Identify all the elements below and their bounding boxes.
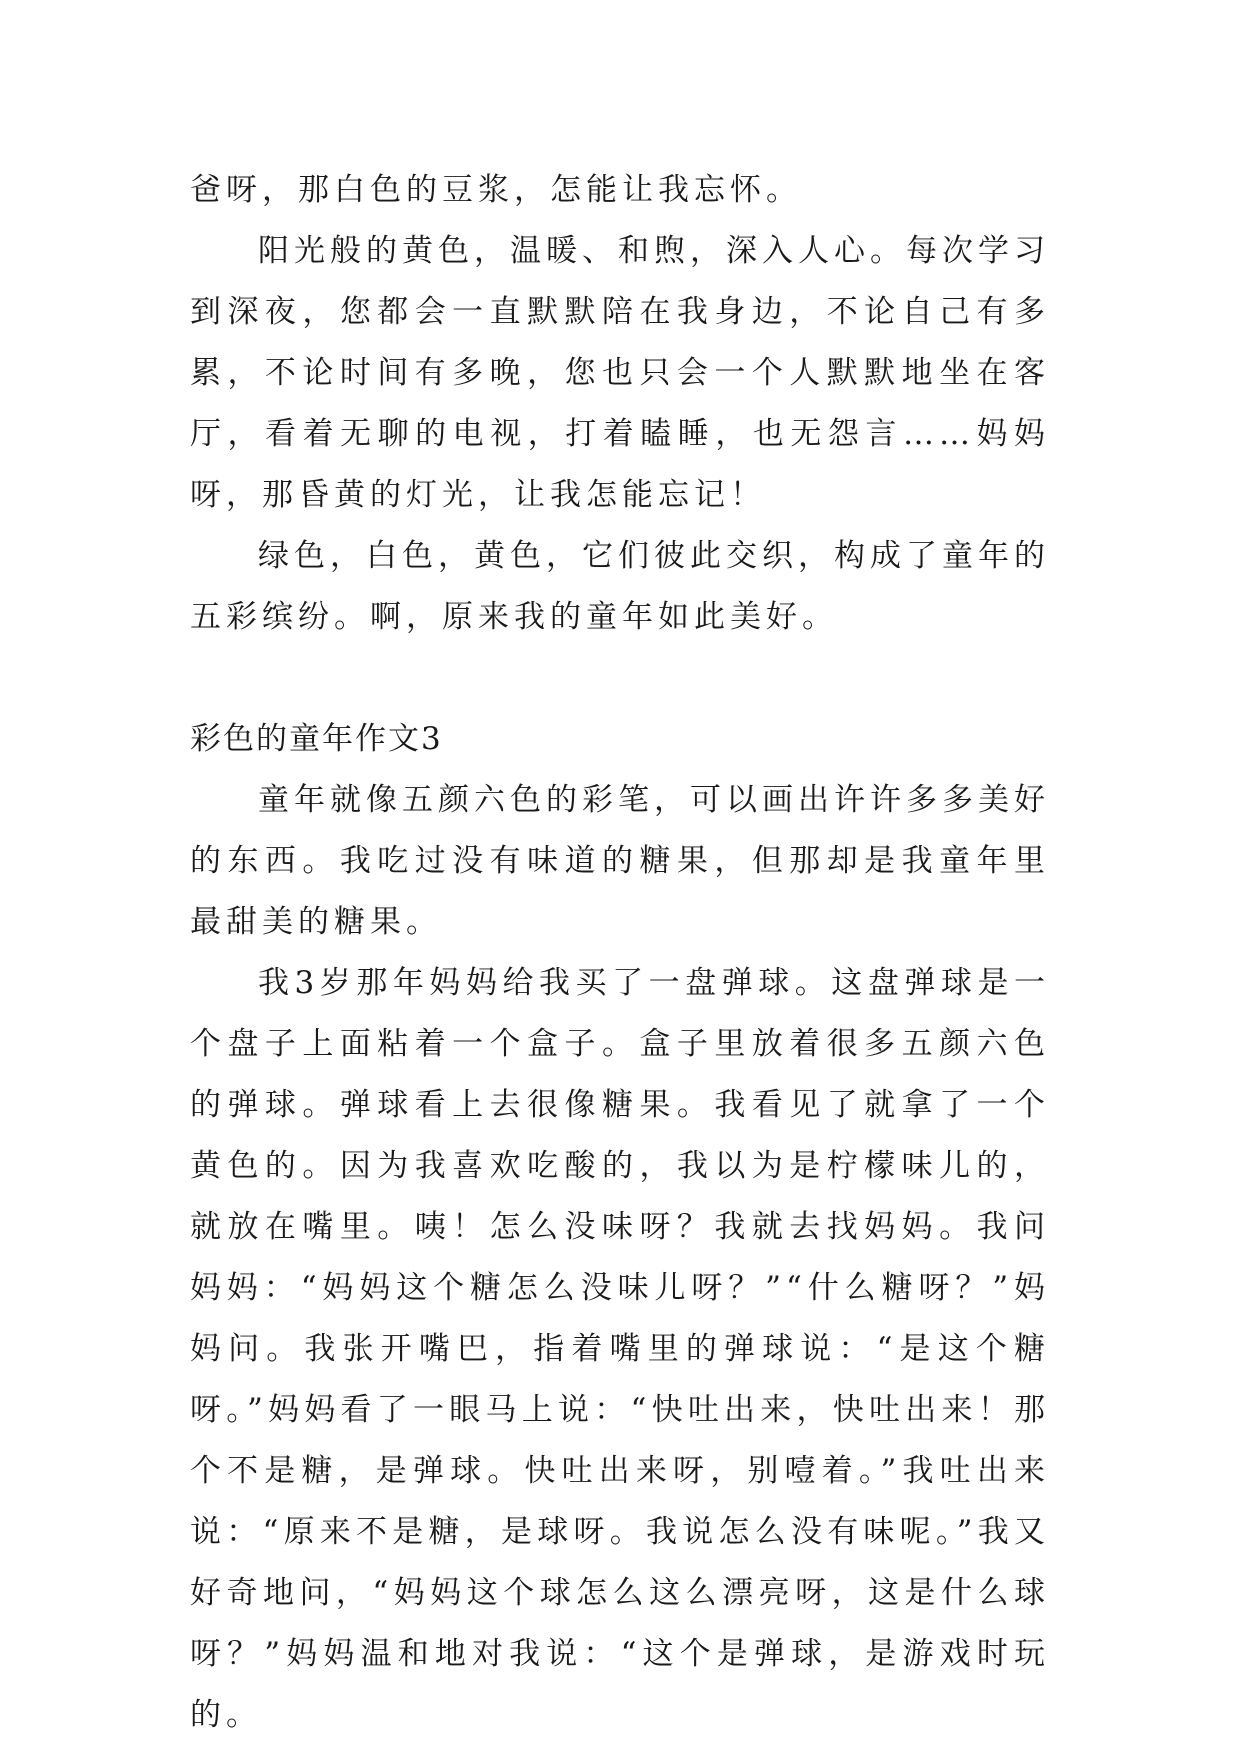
paragraph-yellow-light: 阳光般的黄色，温暖、和煦，深入人心。每次学习到深夜，您都会一直默默陪在我身边，不论自己有多累，不论时间有多晚，您也只会一个人默默地坐在客厅，看着无聊的电视，打着瞌睡，也无怨言……妈妈呀，那昏黄的灯光，让我怎能忘记！	[190, 233, 1050, 513]
paragraph-childhood-intro: 童年就像五颜六色的彩笔，可以画出许许多多美好的东西。我吃过没有味道的糖果，但那却是我童年里最甜美的糖果。	[190, 782, 1050, 940]
section-title: 彩色的童年作文3	[190, 721, 443, 757]
document-body	[190, 160, 1050, 1746]
paragraph-colors-summary: 绿色，白色，黄色，它们彼此交织，构成了童年的五彩缤纷。啊，原来我的童年如此美好。	[190, 538, 1050, 635]
paragraph-continuation: 爸呀，那白色的豆浆，怎能让我忘怀。	[190, 172, 802, 208]
paragraph-marble-story: 我3岁那年妈妈给我买了一盘弹球。这盘弹球是一个盘子上面粘着一个盒子。盒子里放着很多五颜六色的弹球。弹球看上去很像糖果。我看见了就拿了一个黄色的。因为我喜欢吃酸的，我以为是柠檬味儿的，就放在嘴里。咦！怎么没味呀？我就去找妈妈。我问妈妈：“妈妈这个糖怎么没味儿呀？”“什么糖呀？”妈妈问。我张开嘴巴，指着嘴里的弹球说：“是这个糖呀。”妈妈看了一眼马上说：“快吐出来，快吐出来！那个不是糖，是弹球。快吐出来呀，别噎着。”我吐出来说：“原来不是糖，是球呀。我说怎么没有味呢。”我又好奇地问，“妈妈这个球怎么这么漂亮呀，这是什么球呀？”妈妈温和地对我说：“这个是弹球，是游戏时玩的。	[190, 965, 1050, 1733]
